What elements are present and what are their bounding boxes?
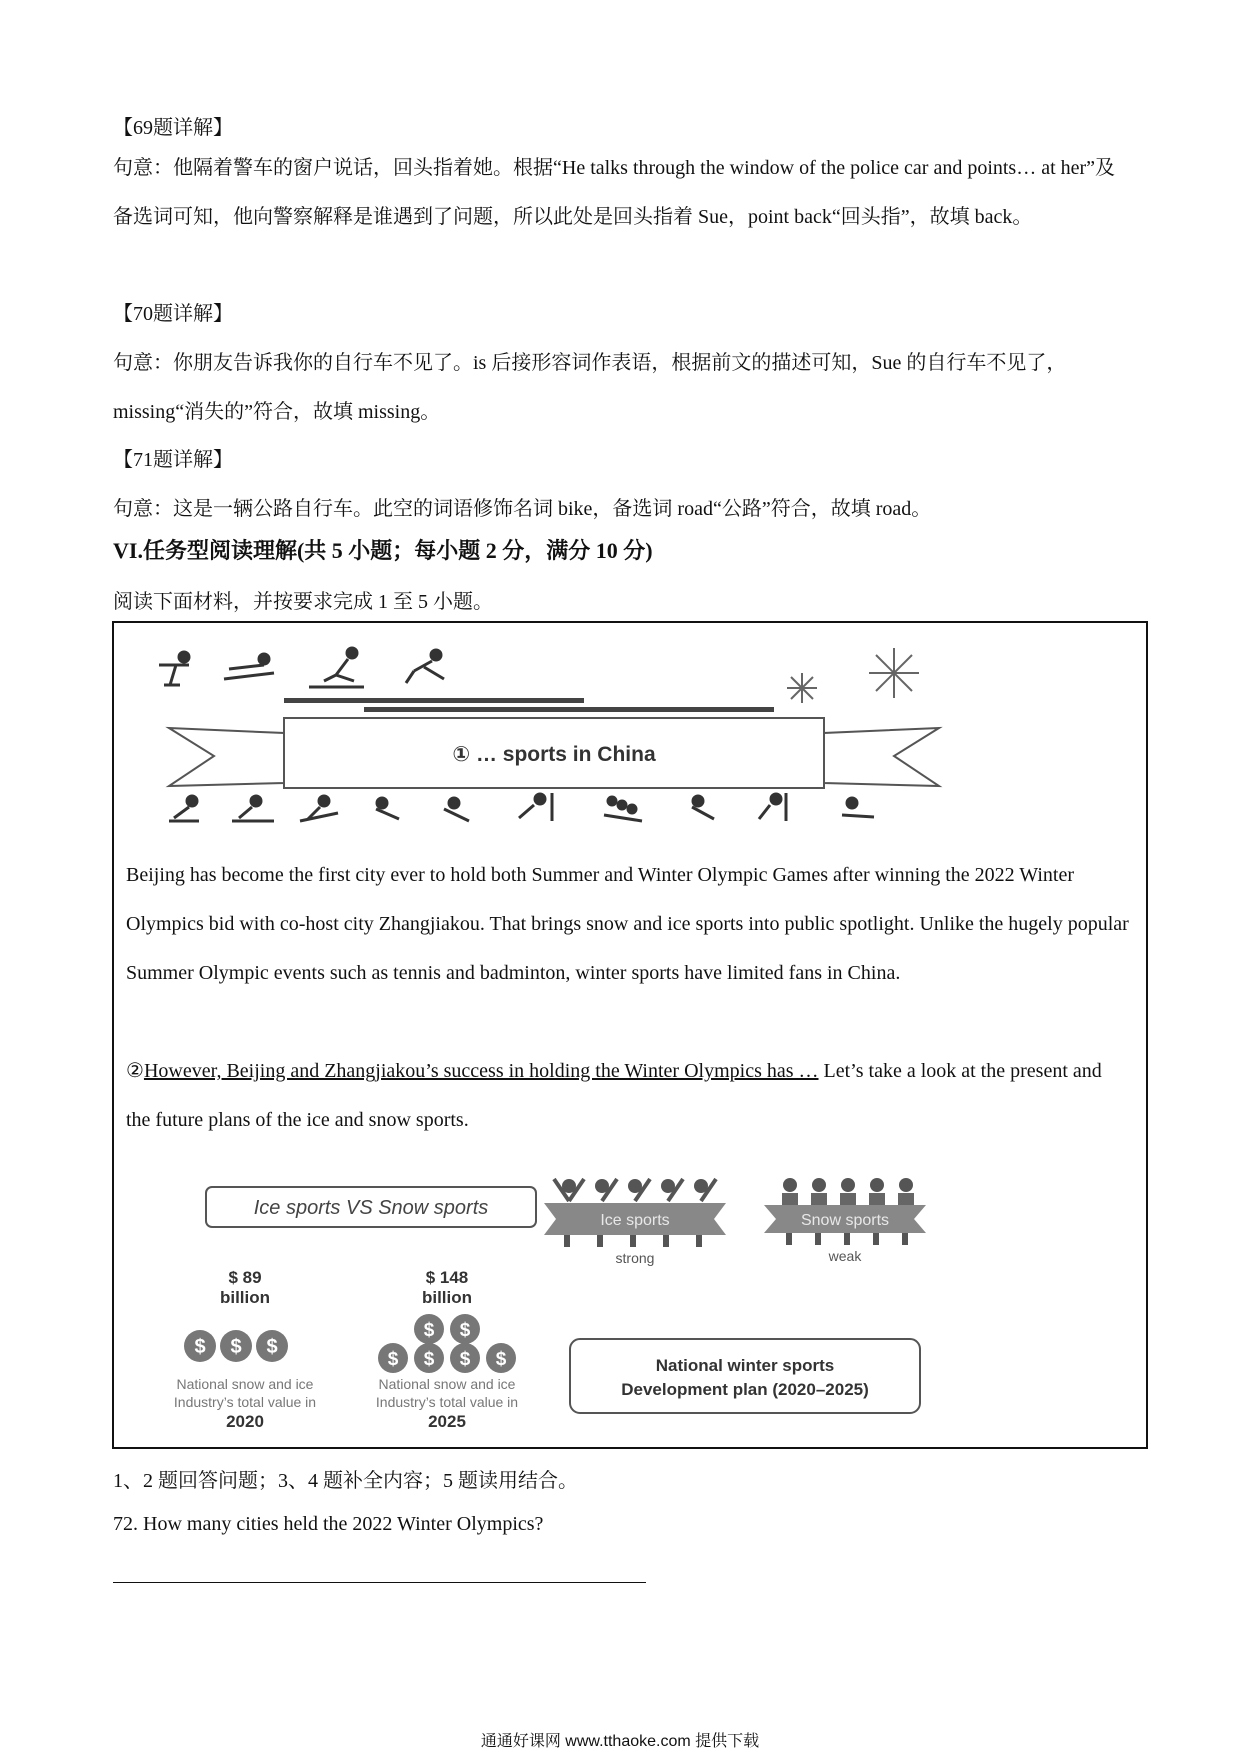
alpine-skiing-icon (232, 796, 274, 821)
svg-text:$: $ (459, 1349, 471, 1370)
circle-number-2: ② (126, 1060, 144, 1082)
speed-skating-icon (159, 652, 189, 685)
svg-text:$: $ (459, 1320, 471, 1341)
snow-sports-note: weak (828, 1248, 862, 1264)
billion-2025: billion (421, 1288, 473, 1307)
snowflake-icon (787, 648, 919, 703)
svg-text:$: $ (423, 1349, 435, 1370)
banner-illustration (114, 623, 1144, 823)
svg-text:$: $ (230, 1336, 242, 1358)
explanation-69: 句意：他隔着警车的窗户说话，回头指着她。根据“He talks through the window of the police car and points… at her”及备选词可知，他向警察解释是谁遇到了问题，所以此处是回头指着 Sue，point back“回头指”，故填 back。 (113, 157, 1116, 228)
svg-text:$: $ (194, 1336, 206, 1358)
material-paragraph-2 (126, 1047, 1131, 1145)
slalom-icon (519, 793, 552, 821)
freestyle-icon (300, 796, 338, 821)
answer-line-72[interactable] (113, 1582, 646, 1583)
svg-text:$: $ (387, 1349, 399, 1370)
year-2020: 2020 (226, 1412, 264, 1431)
biathlon-icon (169, 796, 199, 821)
explanation-71: 句意：这是一辆公路自行车。此空的词语修饰名词 bike，备选词 road“公路”符合，故填 road。 (113, 498, 932, 520)
snow-sports-label: Snow sports (800, 1212, 890, 1229)
value-2025: $ 148 (425, 1268, 469, 1287)
question-instruction: 1、2 题回答问题；3、4 题补全内容；5 题读用结合。 (113, 1470, 578, 1492)
value-2020: $ 89 (228, 1268, 262, 1287)
underlined-sentence: However, Beijing and Zhangjiakou’s success in holding the Winter Olympics has … (143, 1060, 819, 1082)
skeleton-icon (692, 796, 714, 819)
vs-label: Ice sports VS Snow sports (253, 1197, 489, 1219)
question-72: 72. How many cities held the 2022 Winter Olympics? (113, 1513, 544, 1535)
cross-country-icon (309, 648, 364, 687)
giant-slalom-icon (759, 793, 786, 821)
plan-line-2: Development plan (2020–2025) (621, 1380, 869, 1399)
luge-icon (376, 798, 399, 819)
ice-sports-note: strong (615, 1250, 655, 1266)
banner-title: ① … sports in China (452, 743, 656, 766)
bobsleigh-icon (604, 797, 642, 821)
year-2025: 2025 (428, 1412, 466, 1431)
svg-text:$: $ (423, 1320, 435, 1341)
heading-71: 【71题详解】 (113, 449, 233, 471)
explanation-70: 句意：你朋友告诉我你的自行车不见了。is 后接形容词作表语，根据前文的描述可知，Sue 的自行车不见了，missing“消失的”符合，故填 missing。 (113, 352, 1067, 423)
sledding-icon (842, 798, 874, 817)
industry-2025-line1: National snow and ice (378, 1376, 516, 1392)
section-instruction: 阅读下面材料，并按要求完成 1 至 5 小题。 (113, 591, 493, 613)
billion-2020: billion (219, 1288, 271, 1307)
heading-69: 【69题详解】 (113, 117, 233, 139)
svg-text:$: $ (495, 1349, 507, 1370)
infographic (114, 1171, 1144, 1441)
svg-text:$: $ (266, 1336, 278, 1358)
short-track-icon (406, 650, 444, 683)
snowboard-icon (444, 798, 469, 821)
page-footer: 通通好课网 www.tthaoke.com 提供下载 (480, 1733, 760, 1750)
material-paragraph-1: Beijing has become the first city ever to hold both Summer and Winter Olympic Games after winning the 2022 Winter Olympics bid with co-host city Zhangjiakou. That brings snow and ice sports into public spotlight. Unlike the hugely popular Summer Olympic events such as tennis and badminton, winter sports have limited fans in China. (126, 864, 1129, 984)
section-title: VI.任务型阅读理解(共 5 小题；每小题 2 分，满分 10 分) (113, 538, 653, 563)
industry-2020-line2: Industry’s total value in (173, 1394, 317, 1410)
heading-70: 【70题详解】 (113, 303, 233, 325)
ski-jumping-icon (224, 654, 274, 679)
ice-sports-label: Ice sports (600, 1212, 670, 1229)
reading-material-box (112, 621, 1148, 1449)
industry-2020-line1: National snow and ice (176, 1376, 314, 1392)
plan-line-1: National winter sports (655, 1356, 835, 1375)
paragraph-2-rest: Let’s take a look at the present and the future plans of the ice and snow sports. (126, 1060, 1102, 1131)
industry-2025-line2: Industry’s total value in (375, 1394, 519, 1410)
